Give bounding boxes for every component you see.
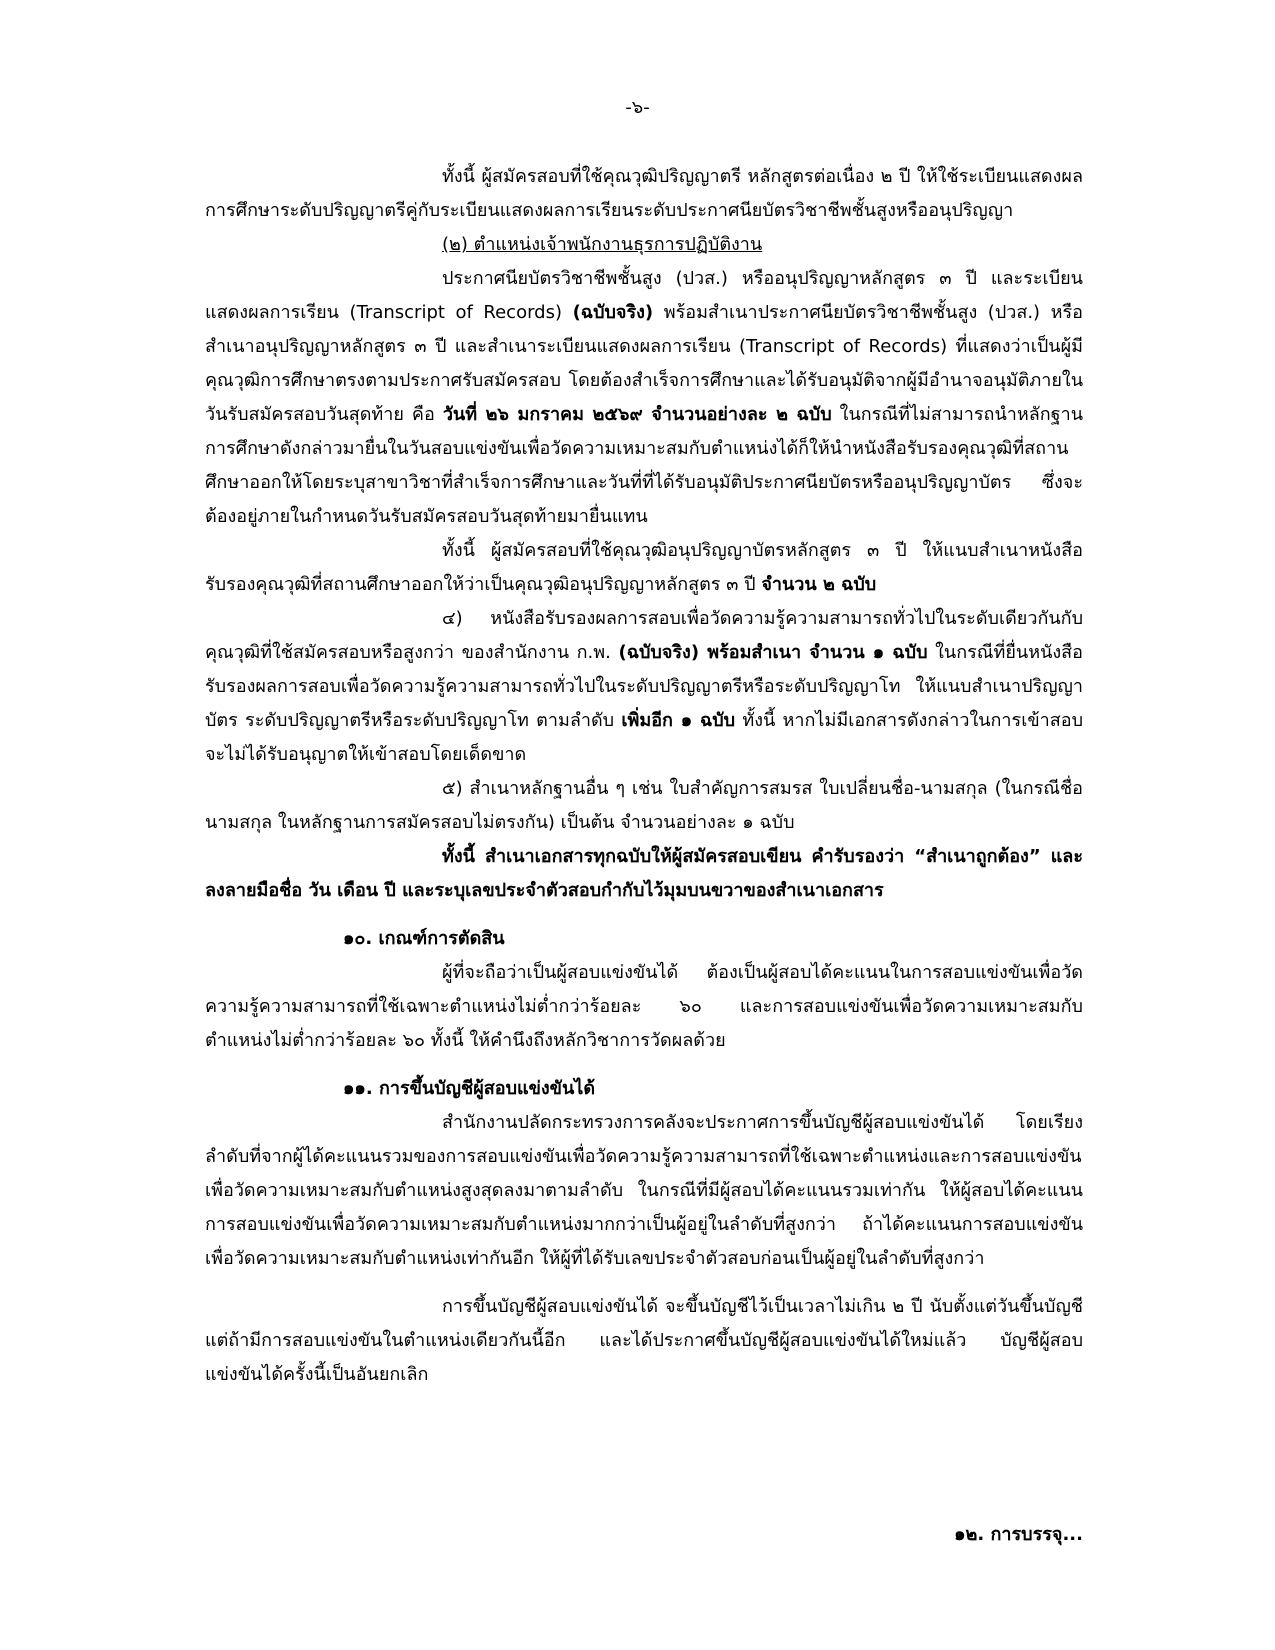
text-segment: ในกรณีที่ไม่สามารถนำหลักฐานการศึกษาดังกล่าวมายื่นในวันสอบแข่งขันเพื่อวัดความเหมาะสมกับตำแหน่งได้ก็ให้นำหนังสือรับรองคุณวุฒิที่สถานศึกษาออกให้โดยระบุสาขาวิชาที่สำเร็จการศึกษาและวันที่ที่ได้รับอนุมัติประกาศนียบัตรหรืออนุปริญญาบัตร ซึ่งจะต้องอยู่ภายในกำหนดวันรับสมัครสอบวันสุดท้ายมายื่นแทน — [205, 404, 1084, 527]
bold-text-segment: (ฉบับจริง) พร้อมสำเนา จำนวน ๑ ฉบับ — [618, 642, 928, 663]
list-item-5: ๕) สำเนาหลักฐานอื่น ๆ เช่น ใบสำคัญการสมรส ใบเปลี่ยนชื่อ-นามสกุล (ในกรณีชื่อนามสกุล ในหลักฐานการสมัครสอบไม่ตรงกัน) เป็นต้น จำนวนอย่างละ ๑ ฉบับ — [205, 778, 1083, 833]
text-segment: ๔) หนังสือรับรองผลการสอบเพื่อวัดความรู้ความสามารถทั่วไปในระดับเดียวกันกับคุณวุฒิที่ใช้สมัครสอบหรือสูงกว่า ของสำนักงาน ก.พ. — [205, 608, 1083, 663]
text-segment: ทั้งนี้ หากไม่มีเอกสารดังกล่าวในการเข้าสอบ จะไม่ได้รับอนุญาตให้เข้าสอบโดยเด็ดขาด — [205, 710, 1083, 765]
page-number: -๖- — [625, 97, 650, 118]
section-11-heading: ๑๑. การขึ้นบัญชีผู้สอบแข่งขันได้ — [343, 1078, 596, 1099]
bold-text-segment: เพิ่มอีก ๑ ฉบับ — [621, 710, 736, 731]
bold-text-segment: จำนวน ๒ ฉบับ — [761, 574, 877, 595]
bold-note-text: ทั้งนี้ สำเนาเอกสารทุกฉบับให้ผู้สมัครสอบเขียน คำรับรองว่า “สำเนาถูกต้อง” และลงลายมือชื่อ วัน เดือน ปี และระบุเลขประจำตัวสอบกำกับไว้มุมบนขวาของสำเนาเอกสาร — [205, 846, 1083, 901]
text-segment: ทั้งนี้ ผู้สมัครสอบที่ใช้คุณวุฒิอนุปริญญาบัตรหลักสูตร ๓ ปี ให้แนบสำเนาหนังสือรับรองคุณวุฒิที่สถานศึกษาออกให้ว่าเป็นคุณวุฒิอนุปริญญาหลักสูตร ๓ ปี — [205, 540, 1083, 595]
certification-note — [205, 840, 1083, 908]
paragraph-diploma-requirements — [205, 262, 1083, 534]
section-11-body-2: การขึ้นบัญชีผู้สอบแข่งขันได้ จะขึ้นบัญชีไว้เป็นเวลาไม่เกิน ๒ ปี นับตั้งแต่วันขึ้นบัญชี แต่ถ้ามีการสอบแข่งขันในตำแหน่งเดียวกันนี้อีก และได้ประกาศขึ้นบัญชีผู้สอบแข่งขันได้ใหม่แล้ว บัญชีผู้สอบแข่งขันได้ครั้งนี้เป็นอันยกเลิก — [205, 1296, 1083, 1385]
paragraph-gap — [205, 1276, 1083, 1290]
paragraph-degree-continuation: ทั้งนี้ ผู้สมัครสอบที่ใช้คุณวุฒิปริญญาตรี หลักสูตรต่อเนื่อง ๒ ปี ให้ใช้ระเบียนแสดงผลการศึกษาระดับปริญญาตรีคู่กับระเบียนแสดงผลการเรียนระดับประกาศนียบัตรวิชาชีพชั้นสูงหรืออนุปริญญา — [205, 166, 1083, 221]
paragraph-associate-degree-note — [205, 534, 1083, 602]
section-10-body: ผู้ที่จะถือว่าเป็นผู้สอบแข่งขันได้ ต้องเป็นผู้สอบได้คะแนนในการสอบแข่งขันเพื่อวัดความรู้ความสามารถที่ใช้เฉพาะตำแหน่งไม่ต่ำกว่าร้อยละ ๖๐ และการสอบแข่งขันเพื่อวัดความเหมาะสมกับตำแหน่งไม่ต่ำกว่าร้อยละ ๖๐ ทั้งนี้ ให้คำนึงถึงหลักวิชาการวัดผลด้วย — [205, 962, 1083, 1051]
bold-deadline-text: วันที่ ๒๖ มกราคม ๒๕๖๙ จำนวนอย่างละ ๒ ฉบับ — [442, 404, 832, 425]
bold-text-segment: (ฉบับจริง) — [572, 302, 654, 323]
next-page-reference: ๑๒. การบรรจุ... — [954, 1524, 1083, 1545]
text-segment: ประกาศนียบัตรวิชาชีพชั้นสูง (ปวส.) หรืออนุปริญญาหลักสูตร ๓ ปี และระเบียนแสดงผลการเรียน (Transcript of Records) — [205, 268, 1083, 323]
page-content — [205, 160, 1083, 1392]
text-segment: พร้อมสำเนาประกาศนียบัตรวิชาชีพชั้นสูง (ปวส.) หรือสำเนาอนุปริญญาหลักสูตร ๓ ปี และสำเนาระเบียนแสดงผลการเรียน (Transcript of Records) ที่แสดงว่าเป็นผู้มีคุณวุฒิการศึกษาตรงตามประกาศรับสมัครสอบ โดยต้องสำเร็จการศึกษาและได้รับอนุมัติจากผู้มีอำนาจอนุมัติภายในวันรับสมัครสอบวันสุดท้าย คือ — [205, 302, 1083, 425]
section-11-body-1: สำนักงานปลัดกระทรวงการคลังจะประกาศการขึ้นบัญชีผู้สอบแข่งขันได้ โดยเรียงลำดับที่จากผู้ได้คะแนนรวมของการสอบแข่งขันเพื่อวัดความรู้ความสามารถที่ใช้เฉพาะตำแหน่งและการสอบแข่งขันเพื่อวัดความเหมาะสมกับตำแหน่งสูงสุดลงมาตามลำดับ ในกรณีที่มีผู้สอบได้คะแนนรวมเท่ากัน ให้ผู้สอบได้คะแนนการสอบแข่งขันเพื่อวัดความเหมาะสมกับตำแหน่งมากกว่าเป็นผู้อยู่ในลำดับที่สูงกว่า ถ้าได้คะแนนการสอบแข่งขันเพื่อวัดความเหมาะสมกับตำแหน่งเท่ากันอีก ให้ผู้ที่ได้รับเลขประจำตัวสอบก่อนเป็นผู้อยู่ในลำดับที่สูงกว่า — [205, 1112, 1083, 1269]
section-10-heading: ๑๐. เกณฑ์การตัดสิน — [343, 928, 505, 949]
subheading-position-2: (๒) ตำแหน่งเจ้าพนักงานธุรการปฏิบัติงาน — [442, 234, 763, 255]
list-item-4 — [205, 602, 1083, 772]
text-segment: ในกรณีที่ยื่นหนังสือรับรองผลการสอบเพื่อวัดความรู้ความสามารถทั่วไปในระดับปริญญาตรีหรือระดับปริญญาโท ให้แนบสำเนาปริญญาบัตร ระดับปริญญาตรีหรือระดับปริญญาโท ตามลำดับ — [205, 642, 1083, 731]
